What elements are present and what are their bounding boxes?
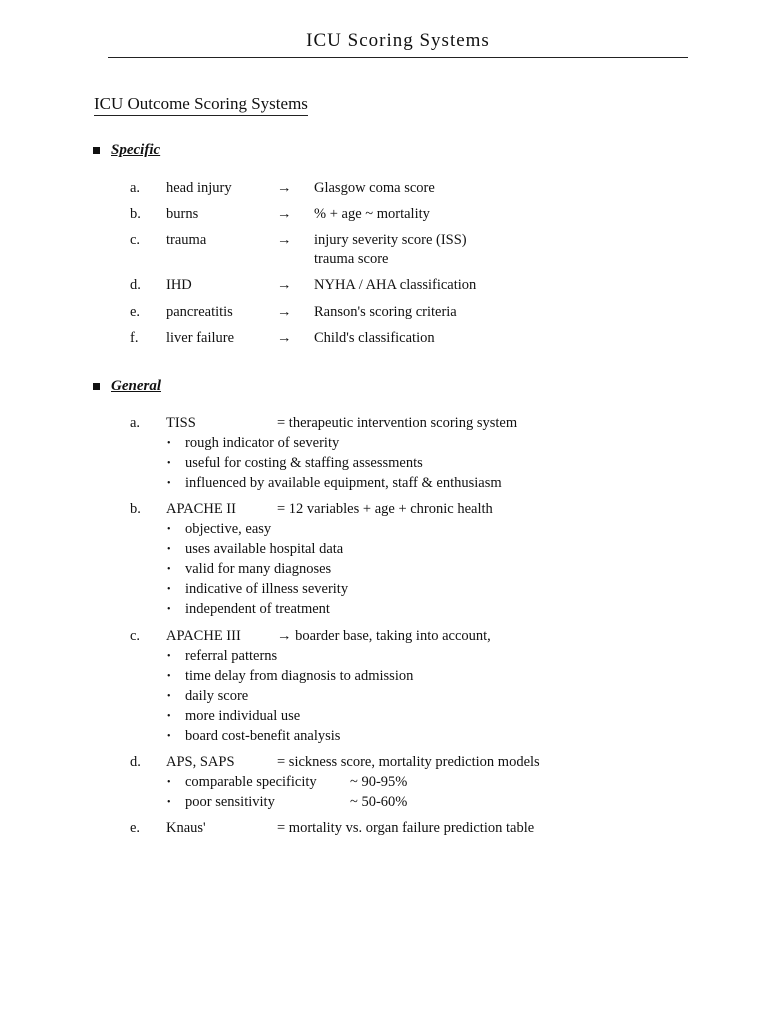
item-result: Glasgow coma score xyxy=(314,180,435,196)
specific-item xyxy=(0,232,768,267)
bullet-dot-icon: • xyxy=(167,458,171,469)
general-item xyxy=(0,754,768,774)
page-title: ICU Scoring Systems xyxy=(306,30,490,51)
bullet-dot-icon: • xyxy=(167,604,171,615)
bullet-point xyxy=(0,688,768,708)
item-result: % + age ~ mortality xyxy=(314,206,430,222)
bullet-point xyxy=(0,601,768,621)
arrow-icon: → xyxy=(277,232,292,248)
item-letter: a. xyxy=(130,415,141,431)
item-letter: e. xyxy=(130,304,141,320)
bullet-dot-icon: • xyxy=(167,651,171,662)
bullet-text: board cost-benefit analysis xyxy=(185,728,341,744)
item-term: burns xyxy=(166,206,199,222)
bullet-dot-icon: • xyxy=(167,711,171,722)
bullet-text: useful for costing & staffing assessments xyxy=(185,455,423,471)
bullet-point xyxy=(0,521,768,541)
bullet-point xyxy=(0,774,768,794)
item-term: trauma xyxy=(166,232,207,248)
bullet-text: uses available hospital data xyxy=(185,541,344,557)
bullet-point xyxy=(0,435,768,455)
bullet-text: more individual use xyxy=(185,708,301,724)
bullet-dot-icon: • xyxy=(167,524,171,535)
general-item xyxy=(0,415,768,435)
bullet-point xyxy=(0,648,768,668)
bullet-point xyxy=(0,475,768,495)
title-rule xyxy=(108,57,688,58)
bullet-text: rough indicator of severity xyxy=(185,435,340,451)
item-term: APACHE III xyxy=(166,628,241,644)
main-heading: ICU Outcome Scoring Systems xyxy=(94,94,308,116)
bullet-text: objective, easy xyxy=(185,521,272,537)
item-term: Knaus' xyxy=(166,820,206,836)
item-letter: b. xyxy=(130,206,141,222)
bullet-dot-icon: • xyxy=(167,544,171,555)
item-letter: d. xyxy=(130,754,141,770)
item-letter: b. xyxy=(130,501,141,517)
item-term: liver failure xyxy=(166,330,235,346)
arrow-icon: → xyxy=(277,180,292,196)
arrow-icon: → xyxy=(277,304,292,320)
item-result: Child's classification xyxy=(314,330,435,346)
bullet-dot-icon: • xyxy=(167,584,171,595)
bullet-text: indicative of illness severity xyxy=(185,581,349,597)
item-result: Ranson's scoring criteria xyxy=(314,304,457,320)
specific-item xyxy=(0,304,768,324)
item-term: IHD xyxy=(166,277,192,293)
bullet-point xyxy=(0,455,768,475)
bullet-dot-icon: • xyxy=(167,478,171,489)
general-item xyxy=(0,501,768,521)
specific-item xyxy=(0,330,768,350)
bullet-text: time delay from diagnosis to admission xyxy=(185,668,414,684)
bullet-point xyxy=(0,728,768,748)
section-label-general: General xyxy=(111,378,161,394)
specific-item xyxy=(0,206,768,226)
specific-item xyxy=(0,180,768,200)
bullet-text: referral patterns xyxy=(185,648,278,664)
bullet-text: valid for many diagnoses xyxy=(185,561,332,577)
item-definition: = mortality vs. organ failure prediction table xyxy=(277,820,535,836)
item-definition: → boarder base, taking into account, xyxy=(277,628,491,644)
bullet-point xyxy=(0,581,768,601)
bullet-dot-icon: • xyxy=(167,438,171,449)
bullet-value: ~ 90-95% xyxy=(350,774,408,790)
bullet-value: ~ 50-60% xyxy=(350,794,408,810)
bullet-dot-icon: • xyxy=(167,691,171,702)
item-term: APACHE II xyxy=(166,501,236,517)
square-bullet-icon xyxy=(93,383,100,390)
general-item xyxy=(0,820,768,840)
arrow-icon: → xyxy=(277,277,292,293)
bullet-text: poor sensitivity xyxy=(185,794,275,810)
section-label-specific: Specific xyxy=(111,142,161,158)
item-definition: = 12 variables + age + chronic health xyxy=(277,501,493,517)
item-result-secondary: trauma score xyxy=(314,251,389,267)
item-letter: e. xyxy=(130,820,141,836)
item-term: head injury xyxy=(166,180,232,196)
bullet-point xyxy=(0,794,768,814)
arrow-icon: → xyxy=(277,206,292,222)
bullet-text: comparable specificity xyxy=(185,774,317,790)
bullet-text: independent of treatment xyxy=(185,601,330,617)
item-definition: = sickness score, mortality prediction models xyxy=(277,754,540,770)
arrow-icon: → xyxy=(277,330,292,346)
item-letter: c. xyxy=(130,232,141,248)
bullet-dot-icon: • xyxy=(167,777,171,788)
bullet-dot-icon: • xyxy=(167,671,171,682)
item-letter: c. xyxy=(130,628,141,644)
bullet-text: influenced by available equipment, staff & enthusiasm xyxy=(185,475,502,491)
square-bullet-icon xyxy=(93,147,100,154)
item-term: TISS xyxy=(166,415,196,431)
bullet-point xyxy=(0,541,768,561)
item-term: pancreatitis xyxy=(166,304,233,320)
bullet-dot-icon: • xyxy=(167,731,171,742)
bullet-text: daily score xyxy=(185,688,249,704)
bullet-dot-icon: • xyxy=(167,797,171,808)
item-letter: f. xyxy=(130,330,139,346)
bullet-point xyxy=(0,561,768,581)
bullet-point xyxy=(0,708,768,728)
item-letter: d. xyxy=(130,277,141,293)
item-definition: = therapeutic intervention scoring system xyxy=(277,415,518,431)
item-term: APS, SAPS xyxy=(166,754,235,770)
item-letter: a. xyxy=(130,180,141,196)
bullet-dot-icon: • xyxy=(167,564,171,575)
bullet-point xyxy=(0,668,768,688)
specific-item xyxy=(0,277,768,297)
item-result: NYHA / AHA classification xyxy=(314,277,477,293)
item-result: injury severity score (ISS) xyxy=(314,232,467,248)
general-item xyxy=(0,628,768,648)
